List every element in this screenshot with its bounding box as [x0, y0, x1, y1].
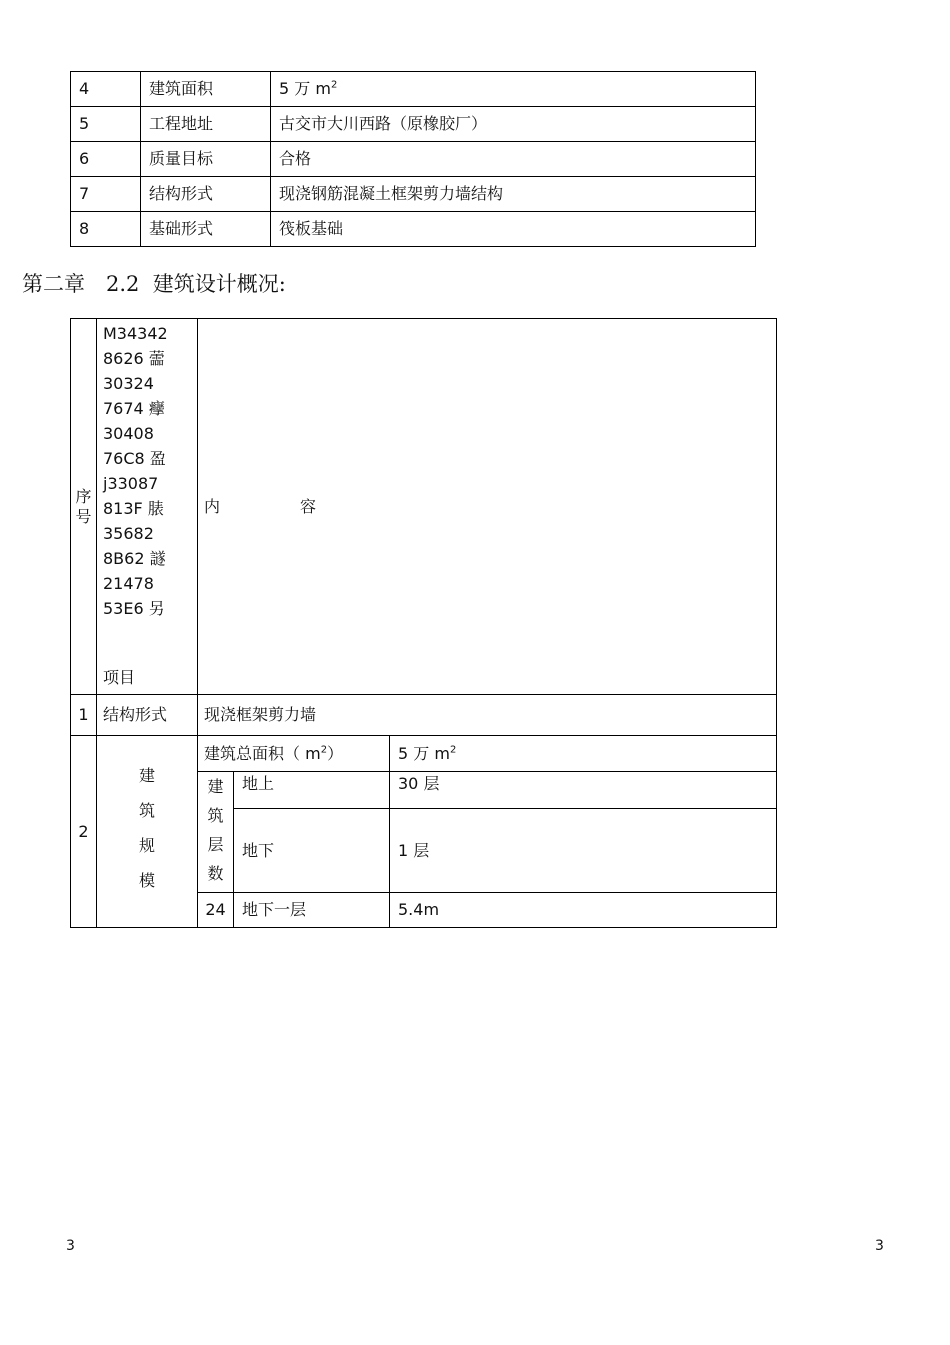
- row-number: 2: [71, 736, 97, 928]
- basement-label: 地下一层: [234, 893, 390, 928]
- row-item: 结构形式: [141, 177, 271, 212]
- seq-header: 序 号: [71, 319, 97, 695]
- below-ground-value: 1 层: [390, 809, 777, 893]
- table-row: [71, 177, 756, 212]
- row-value: 现浇钢筋混凝土框架剪力墙结构: [271, 177, 756, 212]
- row-value: 5 万 $m^2$: [271, 72, 756, 107]
- above-ground-value: 30 层: [390, 772, 777, 809]
- garbled-text: j33087: [103, 474, 159, 493]
- row-number: 7: [71, 177, 141, 212]
- table-row: [71, 142, 756, 177]
- section-heading: 第二章 2.2 建筑设计概况:: [22, 272, 286, 296]
- total-area-value: 5 万 $m^2$: [390, 736, 777, 772]
- row-item: 建 筑 规 模: [97, 736, 198, 928]
- row-value: 古交市大川西路（原橡胶厂）: [271, 107, 756, 142]
- project-info-table: [70, 71, 756, 247]
- row-number: 8: [71, 212, 141, 247]
- row-value: 现浇框架剪力墙: [198, 695, 777, 736]
- row-item: 工程地址: [141, 107, 271, 142]
- total-area-label: 建筑总面积（ $m^2$）: [198, 736, 390, 772]
- table-row: [71, 695, 777, 736]
- table-row: [71, 212, 756, 247]
- row-item: 结构形式: [97, 695, 198, 736]
- item-label: 项目: [103, 668, 136, 687]
- table-row: [71, 736, 777, 772]
- extra-number: 24: [198, 893, 234, 928]
- garbled-text: M34342: [103, 324, 168, 343]
- row-value: 筏板基础: [271, 212, 756, 247]
- item-header: [97, 319, 198, 695]
- row-number: 4: [71, 72, 141, 107]
- garbled-text: 30408: [103, 424, 154, 443]
- row-number: 6: [71, 142, 141, 177]
- garbled-text: 30324: [103, 374, 154, 393]
- building-design-table: [70, 318, 777, 928]
- row-item: 基础形式: [141, 212, 271, 247]
- content-header: 内 容: [198, 319, 777, 695]
- row-item: 质量目标: [141, 142, 271, 177]
- garbled-text: 813F 脿: [103, 499, 164, 518]
- garbled-text: 76C8 盈: [103, 449, 166, 468]
- garbled-text: 35682: [103, 524, 154, 543]
- garbled-text: 21478: [103, 574, 154, 593]
- table-header-row: [71, 319, 777, 695]
- above-ground-label: 地上: [234, 772, 390, 809]
- page-number-left: 3: [66, 1238, 75, 1254]
- garbled-text: 53E6 另: [103, 599, 165, 618]
- garbled-text: 7674 癴: [103, 399, 165, 418]
- garbled-text: 8626 蘦: [103, 349, 165, 368]
- row-item: 建筑面积: [141, 72, 271, 107]
- row-number: 5: [71, 107, 141, 142]
- row-number: 1: [71, 695, 97, 736]
- page-number-right: 3: [875, 1238, 884, 1254]
- row-value: 合格: [271, 142, 756, 177]
- floors-label: 建 筑 层 数: [198, 772, 234, 893]
- table-row: [71, 72, 756, 107]
- table-row: [71, 107, 756, 142]
- basement-value: 5.4m: [390, 893, 777, 928]
- garbled-text: 8B62 譢: [103, 549, 166, 568]
- below-ground-label: 地下: [234, 809, 390, 893]
